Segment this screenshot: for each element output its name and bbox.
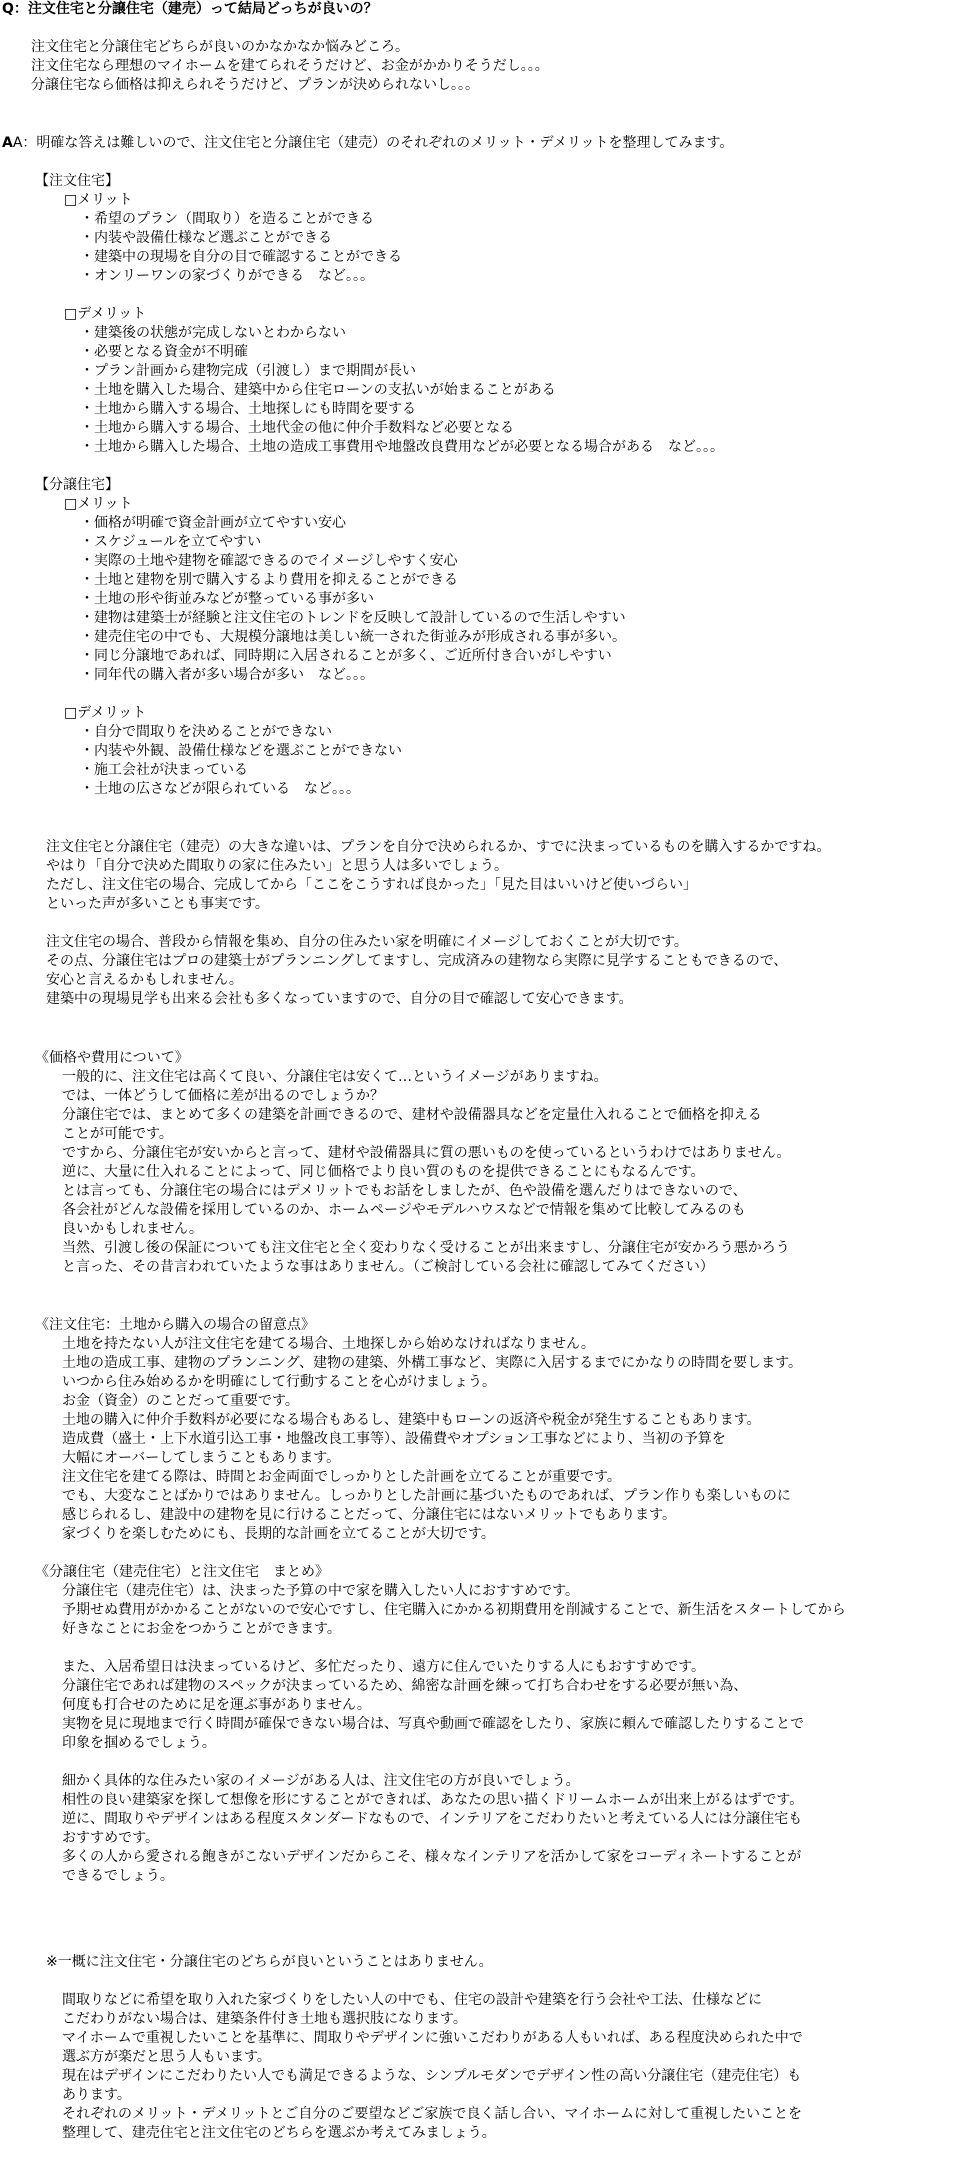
list-item: ・施工会社が決まっている [80,762,248,778]
paragraph-line: と言った、その昔言われていたような事はありません。（ご検討している会社に確認してみてください） [62,1259,714,1275]
demerit-heading: □デメリット [64,306,147,322]
paragraph-line: 各会社がどんな設備を採用しているのか、ホームページやモデルハウスなどで情報を集めて比較してみるのも [62,1202,746,1218]
paragraph-line: あります。 [62,2087,131,2103]
section-heading: 《注文住宅：土地から購入の場合の留意点》 [35,1317,315,1333]
paragraph-line: 細かく具体的な住みたい家のイメージがある人は、注文住宅の方が良いでしょう。 [62,1773,580,1789]
paragraph-line: やはり「自分で決めた間取りの家に住みたい」と思う人は多いでしょう。 [46,858,508,874]
paragraph-line: 安心と言えるかもしれません。 [46,972,243,988]
paragraph-line: おすすめです。 [62,1830,160,1846]
list-item: ・内装や設備仕様など選ぶことができる [80,230,332,246]
list-item: ・建物は建築士が経験と注文住宅のトレンドを反映して設計しているので生活しやすい [80,610,626,626]
paragraph-line: こだわりがない場合は、建築条件付き土地も選択肢になります。 [62,2011,467,2027]
paragraph-line: 予期せぬ費用がかかることがないので安心ですし、住宅購入にかかる初期費用を削減することで、新生活をスタートしてから [62,1602,846,1618]
paragraph-line: また、入居希望日は決まっているけど、多忙だったり、遠方に住んでいたりする人にもおすすめです。 [62,1659,706,1675]
paragraph-line: でも、大変なことばかりではありません。しっかりとした計画に基づいたものであれば、プラン作りも楽しいものに [62,1488,791,1504]
list-item: ・希望のプラン（間取り）を造ることができる [80,211,374,227]
paragraph-line: 分譲住宅（建売住宅）は、決まった予算の中で家を購入したい人におすすめです。 [62,1583,580,1599]
list-item: ・実際の土地や建物を確認できるのでイメージしやすく安心 [80,553,458,569]
list-item: ・同年代の購入者が多い場合が多い など。。。 [80,667,374,683]
question-line: 注文住宅と分譲住宅どちらが良いのかなかなか悩みどころ。 [31,39,409,55]
list-item: ・建売住宅の中でも、大規模分譲地は美しい統一された街並みが形成される事が多い。 [80,629,626,645]
paragraph-line: その点、分譲住宅はプロの建築士がプランニングしてますし、完成済みの建物なら実際に見学することもできるので、 [46,953,788,969]
paragraph-line: といった声が多いことも事実です。 [46,896,269,912]
list-item: ・自分で間取りを決めることができない [80,724,332,740]
paragraph-line: 注文住宅を建てる際は、時間とお金両面でしっかりとした計画を立てることが重要です。 [62,1469,621,1485]
section-heading: 《分譲住宅（建売住宅）と注文住宅 まとめ》 [35,1564,329,1580]
question-line: 注文住宅なら理想のマイホームを建てられそうだけど、お金がかかりそうだし。。。 [31,58,549,74]
paragraph-line: 家づくりを楽しむためにも、長期的な計画を立てることが大切です。 [62,1526,495,1542]
paragraph-line: ただし、注文住宅の場合、完成してから「ここをこうすれば良かった」「見た目はいいけど使いづらい」 [46,877,697,893]
paragraph-line: 感じられるし、建設中の建物を見に行けることだって、分譲住宅にはないメリットでもあります。 [62,1507,677,1523]
paragraph-line: 相性の良い建築家を探して想像を形にすることができれば、あなたの思い描くドリームホームが出来上がるはずです。 [62,1792,804,1808]
list-item: ・建築中の現場を自分の目で確認することができる [80,249,402,265]
paragraph-line: 建築中の現場見学も出来る会社も多くなっていますので、自分の目で確認して安心できます。 [46,991,633,1007]
list-item: ・内装や外観、設備仕様などを選ぶことができない [80,743,402,759]
paragraph-line: では、一体どうして価格に差が出るのでしょうか？ [62,1088,384,1104]
list-item: ・建築後の状態が完成しないとわからない [80,325,346,341]
paragraph-line: 一般的に、注文住宅は高くて良い、分譲住宅は安くて…というイメージがありますね。 [62,1069,608,1085]
note-heading: ※一概に注文住宅・分譲住宅のどちらが良いということはありません。 [46,1954,493,1970]
paragraph-line: 注文住宅と分譲住宅（建売）の大きな違いは、プランを自分で決められるか、すでに決まっているものを購入するかですね。 [46,839,831,855]
list-item: ・オンリーワンの家づくりができる など。。。 [80,268,374,284]
list-item: ・必要となる資金が不明確 [80,344,248,360]
list-item: ・土地を購入した場合、建築中から住宅ローンの支払いが始まることがある [80,382,556,398]
list-item: ・土地から購入した場合、土地の造成工事費用や地盤改良費用などが必要となる場合がある など。。。 [80,439,724,455]
list-item: ・土地から購入する場合、土地探しにも時間を要する [80,401,416,417]
paragraph-line: 分譲住宅であれば建物のスペックが決まっているため、綿密な計画を練って打ち合わせをする必要が無い為、 [62,1678,748,1694]
paragraph-line: 印象を掴めるでしょう。 [62,1735,216,1751]
paragraph-line: 好きなことにお金をつかうことができます。 [62,1621,341,1637]
paragraph-line: 選ぶ方が楽だと思う人もいます。 [62,2049,271,2065]
paragraph-line: 多くの人から愛される飽きがこないデザインだからこそ、様々なインテリアを活かして家をコーディネートすることが [62,1849,802,1865]
answer-intro: AA：明確な答えは難しいので、注文住宅と分譲住宅（建売）のそれぞれのメリット・デメリットを整理してみます。 [2,135,734,151]
paragraph-line: 土地の購入に仲介手数料が必要になる場合もあるし、建築中もローンの返済や税金が発生することもあります。 [62,1412,761,1428]
paragraph-line: 土地を持たない人が注文住宅を建てる場合、土地探しから始めなければなりません。 [62,1336,595,1352]
list-item: ・土地と建物を別で購入するより費用を抑えることができる [80,572,458,588]
paragraph-line: とは言っても、分譲住宅の場合にはデメリットでもお話をしましたが、色や設備を選んだりはできないので、 [62,1183,747,1199]
paragraph-line: ですから、分譲住宅が安いからと言って、建材や設備器具に質の悪いものを使っているというわけではありません。 [62,1145,791,1161]
question-heading: Q：注文住宅と分譲住宅（建売）って結局どっちが良いの？ [2,1,378,17]
section-heading: 【注文住宅】 [35,173,119,189]
list-item: ・プラン計画から建物完成（引渡し）まで期間が長い [80,363,416,379]
paragraph-line: いつから住み始めるかを明確にして行動することを心がけましょう。 [62,1374,496,1390]
paragraph-line: 間取りなどに希望を取り入れた家づくりをしたい人の中でも、住宅の設計や建築を行う会社や工法、仕様などに [62,1992,762,2008]
paragraph-line: 当然、引渡し後の保証についても注文住宅と全く変わりなく受けることが出来ますし、分譲住宅が安かろう悪かろう [62,1240,790,1256]
list-item: ・スケジュールを立てやすい [80,534,262,550]
answer-intro-text: A：明確な答えは難しいので、注文住宅と分譲住宅（建売）のそれぞれのメリット・デメリットを整理してみます。 [12,135,734,151]
question-line: 分譲住宅なら価格は抑えられそうだけど、プランが決められないし。。。 [31,77,479,93]
paragraph-line: 土地の造成工事、建物のプランニング、建物の建築、外構工事など、実際に入居するまでにかなりの時間を要します。 [62,1355,803,1371]
list-item: ・同じ分譲地であれば、同時期に入居されることが多く、ご近所付き合いがしやすい [80,648,612,664]
paragraph-line: 逆に、間取りやデザインはある程度スタンダードなもので、インテリアをこだわりたいと考えている人には分譲住宅も [62,1811,803,1827]
paragraph-line: それぞれのメリット・デメリットとご自分のご要望などご家族で良く話し合い、マイホームに対して重視したいことを [62,2106,803,2122]
list-item: ・価格が明確で資金計画が立てやすい安心 [80,515,346,531]
paragraph-line: できるでしょう。 [62,1868,174,1884]
paragraph-line: 注文住宅の場合、普段から情報を集め、自分の住みたい家を明確にイメージしておくことが大切です。 [46,934,688,950]
demerit-heading: □デメリット [64,705,147,721]
paragraph-line: 逆に、大量に仕入れることによって、同じ価格でより良い質のものを提供できることにもなるんです。 [62,1164,705,1180]
list-item: ・土地の広さなどが限られている など。。。 [80,781,360,797]
section-heading: 《価格や費用について》 [35,1050,189,1066]
paragraph-line: 分譲住宅では、まとめて多くの建築を計画できるので、建材や設備器具などを定量仕入れることで価格を抑える [62,1107,762,1123]
paragraph-line: ことが可能です。 [62,1126,173,1142]
paragraph-line: 現在はデザインにこだわりたい人でも満足できるような、シンプルモダンでデザイン性の高い分譲住宅（建売住宅）も [62,2068,802,2084]
paragraph-line: 造成費（盛土・上下水道引込工事・地盤改良工事等）、設備費やオプション工事などにより、当初の予算を [62,1431,726,1447]
list-item: ・土地から購入する場合、土地代金の他に仲介手数料など必要となる [80,420,514,436]
paragraph-line: 整理して、建売住宅と注文住宅のどちらを選ぶか考えてみましょう。 [62,2125,496,2141]
merit-heading: □メリット [64,496,133,512]
paragraph-line: 良いかもしれません。 [62,1221,203,1237]
paragraph-line: マイホームで重視したいことを基準に、間取りやデザインに強いこだわりがある人もいれば、ある程度決められた中で [62,2030,803,2046]
paragraph-line: 大幅にオーバーしてしまうこともあります。 [62,1450,341,1466]
section-heading: 【分譲住宅】 [35,477,119,493]
paragraph-line: お金（資金）のことだって重要です。 [62,1393,299,1409]
paragraph-line: 何度も打合せのために足を運ぶ事がありません。 [62,1697,371,1713]
merit-heading: □メリット [64,192,133,208]
paragraph-line: 実物を見に現地まで行く時間が確保できない場合は、写真や動画で確認をしたり、家族に頼んで確認したりすることで [62,1716,804,1732]
list-item: ・土地の形や街並みなどが整っている事が多い [80,591,374,607]
